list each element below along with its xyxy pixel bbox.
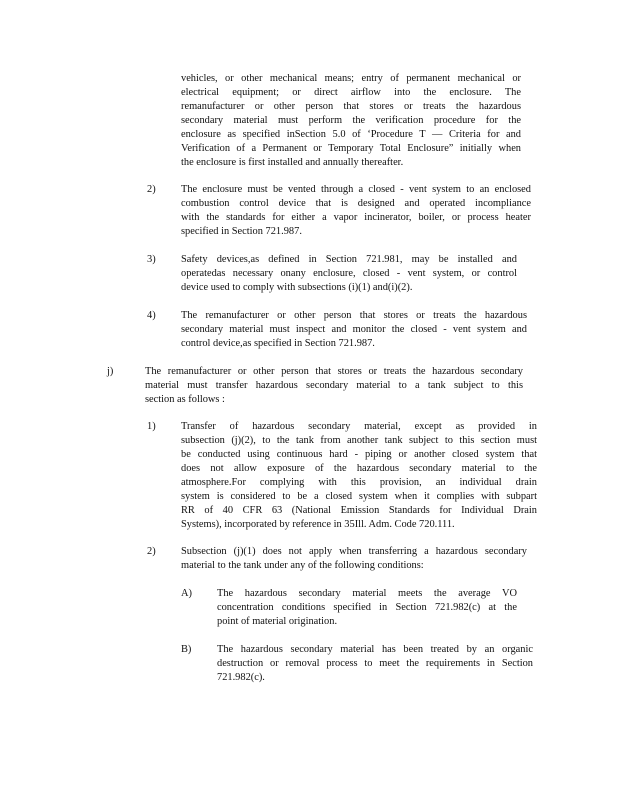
paragraph-item-j1: [181, 420, 537, 532]
paragraph-subsection-j: [145, 365, 523, 407]
text-line: The remanufacturer or other person that stores or treats the hazardous secondary: [145, 366, 523, 377]
item-label-2: 2): [147, 184, 156, 195]
text-line: concentration conditions specified in Section 721.982(c) at the: [217, 602, 517, 613]
text-line: operatedas necessary onany enclosure, closed - vent system, or control: [181, 268, 517, 279]
text-line: The remanufacturer or other person that stores or treats the hazardous: [181, 310, 527, 321]
item-label-4: 4): [147, 310, 156, 321]
paragraph-item-A: [217, 587, 517, 629]
text-line: atmosphere.For complying with this provision, an individual drain: [181, 477, 537, 488]
text-line: system is considered to be a closed system when it complies with subpart: [181, 491, 537, 502]
paragraph-item-3: [181, 253, 517, 295]
text-line: secondary material must perform the verification procedure for the: [181, 115, 521, 126]
text-line: the enclosure is first installed and annually thereafter.: [181, 157, 404, 168]
text-line: Verification of a Permanent or Temporary Total Enclosure” initially when: [181, 143, 521, 154]
paragraph-item-4: [181, 309, 527, 351]
text-line: with the standards for either a vapor incinerator, boiler, or process heater: [181, 212, 531, 223]
item-label-j1: 1): [147, 421, 156, 432]
text-line: electrical equipment; or direct airflow into the enclosure. The: [181, 87, 521, 98]
continuation-paragraph: [181, 72, 521, 170]
paragraph-item-2: [181, 183, 531, 239]
paragraph-item-B: [217, 643, 533, 685]
text-line: device used to comply with subsections (i)(1) and(i)(2).: [181, 282, 413, 293]
text-line: point of material origination.: [217, 616, 338, 627]
text-line: material must transfer hazardous secondary material to a tank subject to this: [145, 380, 523, 391]
text-line: Safety devices,as defined in Section 721.981, may be installed and: [181, 254, 517, 265]
item-label-j2: 2): [147, 546, 156, 557]
text-line: destruction or removal process to meet the requirements in Section: [217, 658, 533, 669]
text-line: specified in Section 721.987.: [181, 226, 302, 237]
text-line: control device,as specified in Section 721.987.: [181, 338, 375, 349]
text-line: section as follows :: [145, 394, 225, 405]
text-line: vehicles, or other mechanical means; entry of permanent mechanical or: [181, 73, 521, 84]
text-line: enclosure as specified inSection 5.0 of ‘Procedure T — Criteria for and: [181, 129, 521, 140]
text-line: Systems), incorporated by reference in 35Ill. Adm. Code 720.111.: [181, 519, 455, 530]
text-line: subsection (j)(2), to the tank from another tank subject to this section must: [181, 435, 537, 446]
text-line: Transfer of hazardous secondary material, except as provided in: [181, 421, 537, 432]
text-line: be conducted using continuous hard - piping or another closed system that: [181, 449, 537, 460]
text-line: secondary material must inspect and monitor the closed - vent system and: [181, 324, 527, 335]
item-label-3: 3): [147, 254, 156, 265]
subsection-label-j: j): [107, 366, 114, 377]
text-line: The hazardous secondary material has been treated by an organic: [217, 644, 533, 655]
item-label-A: A): [181, 588, 192, 599]
text-line: material to the tank under any of the following conditions:: [181, 560, 424, 571]
text-line: combustion control device that is designed and operated incompliance: [181, 198, 531, 209]
item-label-B: B): [181, 644, 192, 655]
text-line: The hazardous secondary material meets the average VO: [217, 588, 517, 599]
text-line: The enclosure must be vented through a closed - vent system to an enclosed: [181, 184, 531, 195]
text-line: 721.982(c).: [217, 672, 265, 683]
text-line: does not allow exposure of the hazardous secondary material to the: [181, 463, 537, 474]
text-line: RR of 40 CFR 63 (National Emission Standards for Individual Drain: [181, 505, 537, 516]
text-line: remanufacturer or other person that stores or treats the hazardous: [181, 101, 521, 112]
text-line: Subsection (j)(1) does not apply when transferring a hazardous secondary: [181, 546, 527, 557]
paragraph-item-j2: [181, 545, 527, 573]
